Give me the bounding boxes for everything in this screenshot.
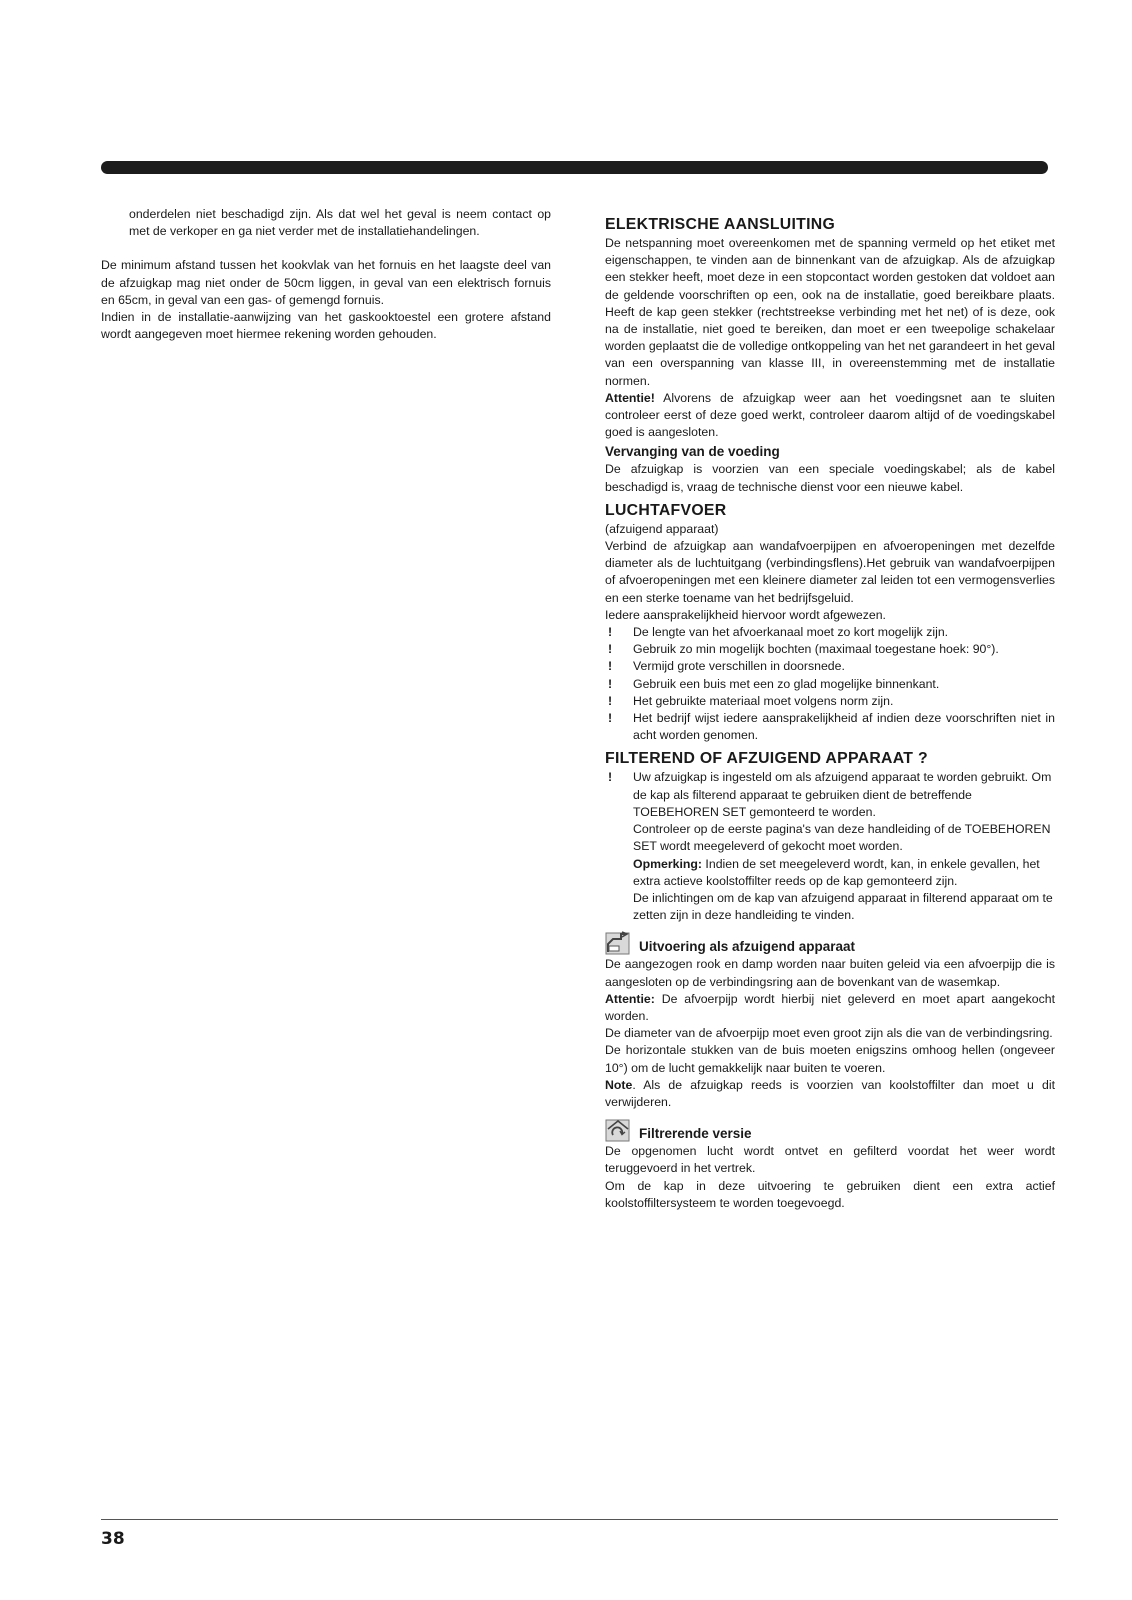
footer-rule — [101, 1519, 1058, 1520]
paragraph: Verbind de afzuigkap aan wandafvoerpijpen en afvoeropeningen met dezelfde diameter als de luchtuitgang (verbindingsflens).Het gebruik van wandafvoerpijpen of afvoeropeningen met een kleinere diameter zal leiden tot een vermogensverlies en een sterke toename van het bedrijfsgeluid. — [605, 539, 1055, 605]
attention-label: Attentie! — [605, 390, 655, 405]
section-luchtafvoer — [605, 501, 1055, 745]
list-item-text: Gebruik zo min mogelijk bochten (maximaal toegestane hoek: 90°). — [633, 642, 999, 657]
paragraph: Indien in de installatie-aanwijzing van het gaskooktoestel een grotere afstand wordt aangegeven moet hiermee rekening worden gehouden. — [101, 310, 551, 342]
list-item — [605, 658, 1055, 675]
exclamation-marker: ! — [608, 642, 613, 657]
list-item-text: Vermijd grote verschillen in doorsnede. — [633, 659, 845, 674]
note-text: Indien de set meegeleverd wordt, kan, in enkele gevallen, het extra actieve koolstoffilter reeds op de kap gemonteerd zijn. — [633, 856, 1040, 888]
exclamation-marker: ! — [608, 711, 613, 726]
header-bar — [101, 161, 1048, 174]
exclamation-marker: ! — [608, 659, 613, 674]
attention-text: De afvoerpijp wordt hierbij niet geleverd en moet apart aangekocht worden. — [605, 991, 1055, 1023]
section-subtitle: (afzuigend apparaat) — [605, 521, 719, 536]
paragraph: Om de kap in deze uitvoering te gebruiken dient een extra actief koolstoffiltersysteem te worden toegevoegd. — [605, 1178, 1055, 1210]
list-item — [605, 676, 1055, 693]
paragraph — [605, 1077, 1055, 1111]
subsection-afzuigend — [605, 930, 1055, 956]
paragraph — [605, 390, 1055, 442]
requirements-list — [605, 624, 1055, 744]
paragraph: De horizontale stukken van de buis moeten enigszins omhoog hellen (ongeveer 10°) om de lucht gemakkelijk naar buiten te voeren. — [605, 1043, 1055, 1075]
paragraph: onderdelen niet beschadigd zijn. Als dat wel het geval is neem contact op met de verkoper en ga niet verder met de installatiehandelingen. — [129, 207, 551, 239]
list-item-text: De lengte van het afvoerkanaal moet zo kort mogelijk zijn. — [633, 625, 949, 640]
note-label: Note — [605, 1077, 633, 1092]
paragraph: Controleer op de eerste pagina's van deze handleiding of de TOEBEHOREN SET wordt meegeleverd of gekocht moet worden. — [633, 822, 1051, 854]
attention-label: Attentie: — [605, 991, 655, 1006]
paragraph: De afzuigkap is voorzien van een speciale voedingskabel; als de kabel beschadigd is, vraag de technische dienst voor een nieuwe kabel. — [605, 462, 1055, 494]
list-item-text: Het bedrijf wijst iedere aansprakelijkheid af indien deze voorschriften niet in acht worden genomen. — [633, 711, 1055, 743]
paragraph: De netspanning moet overeenkomen met de spanning vermeld op het etiket met eigenschappen, te vinden aan de binnenkant van de afzuigkap. Als de afzuigkap een stekker heeft, moet deze in een stopcontact worden gestoken dat voldoet aan de geldende voorschriften op een, ook na de installatie, goed bereikbare plaats. Heeft de kap geen stekker (rechtstreekse verbinding met het net) of is deze, ook na de installatie, niet goed te bereiken, dan moet er een tweepolige schakelaar worden geplaatst die de volledige ontkoppeling van het net garandeert in het geval van een overspanning van klasse III, in overeenstemming met de installatie normen. — [605, 236, 1055, 388]
list-item — [605, 624, 1055, 641]
section-title-filterend: FILTEREND OF AFZUIGEND APPARAAT ? — [605, 750, 928, 768]
exclamation-marker: ! — [608, 770, 613, 785]
paragraph: De diameter van de afvoerpijp moet even groot zijn als die van de verbindingsring. — [605, 1026, 1053, 1041]
section-title-elektrische-aansluiting: ELEKTRISCHE AANSLUITING — [605, 216, 836, 233]
list-item — [605, 710, 1055, 744]
list-item-text: Het gebruikte materiaal moet volgens norm zijn. — [633, 693, 894, 708]
exclamation-marker: ! — [608, 693, 613, 708]
page-number: 38 — [101, 1529, 125, 1549]
right-column — [605, 213, 1055, 1212]
exhaust-mode-icon — [605, 930, 631, 956]
note-text: . Als de afzuigkap reeds is voorzien van koolstoffilter dan moet u dit verwijderen. — [605, 1077, 1055, 1109]
subsection-title-filtrerend: Filtrerende versie — [639, 1126, 752, 1142]
left-column — [101, 206, 551, 343]
section-filterend — [605, 749, 1055, 924]
recirculation-mode-icon — [605, 1117, 631, 1143]
attention-text: Alvorens de afzuigkap weer aan het voedingsnet aan te sluiten controleer eerst of deze goed werkt, controleer daarom altijd of de voedingskabel goed is aangesloten. — [605, 390, 1055, 440]
paragraph — [605, 991, 1055, 1025]
subsection-title-vervanging: Vervanging van de voeding — [605, 444, 780, 460]
paragraph: De opgenomen lucht wordt ontvet en gefilterd voordat het weer wordt teruggevoerd in het vertrek. — [605, 1144, 1055, 1176]
subsection-title-afzuigend: Uitvoering als afzuigend apparaat — [639, 939, 856, 955]
note-label: Opmerking: — [633, 856, 703, 871]
paragraph: De aangezogen rook en damp worden naar buiten geleid via een afvoerpijp die is aangesloten op de verbindingsring aan de bovenkant van de wasemkap. — [605, 957, 1055, 989]
paragraph: Uw afzuigkap is ingesteld om als afzuigend apparaat te worden gebruikt. Om de kap als filterend apparaat te gebruiken dient de betreffende TOEBEHOREN SET gemonteerd te worden. — [633, 770, 1052, 819]
filter-list — [605, 769, 1055, 924]
subsection-filtrerend — [605, 1117, 1055, 1143]
paragraph: De minimum afstand tussen het kookvlak van het fornuis en het laagste deel van de afzuigkap mag niet onder de 50cm liggen, in geval van een elektrisch fornuis en 65cm, in geval van een gas- of gemengd fornuis. — [101, 258, 551, 307]
list-item — [605, 693, 1055, 710]
section-title-luchtafvoer: LUCHTAFVOER — [605, 501, 727, 519]
paragraph — [633, 856, 1055, 890]
list-item-text: Gebruik een buis met een zo glad mogelijke binnenkant. — [633, 676, 940, 691]
paragraph: De inlichtingen om de kap van afzuigend apparaat in filterend apparaat om te zetten zijn in deze handleiding te vinden. — [633, 890, 1053, 923]
list-item — [605, 641, 1055, 658]
list-item — [605, 769, 1055, 924]
exclamation-marker: ! — [608, 676, 613, 691]
paragraph: Iedere aansprakelijkheid hiervoor wordt afgewezen. — [605, 607, 886, 622]
exclamation-marker: ! — [608, 625, 613, 640]
